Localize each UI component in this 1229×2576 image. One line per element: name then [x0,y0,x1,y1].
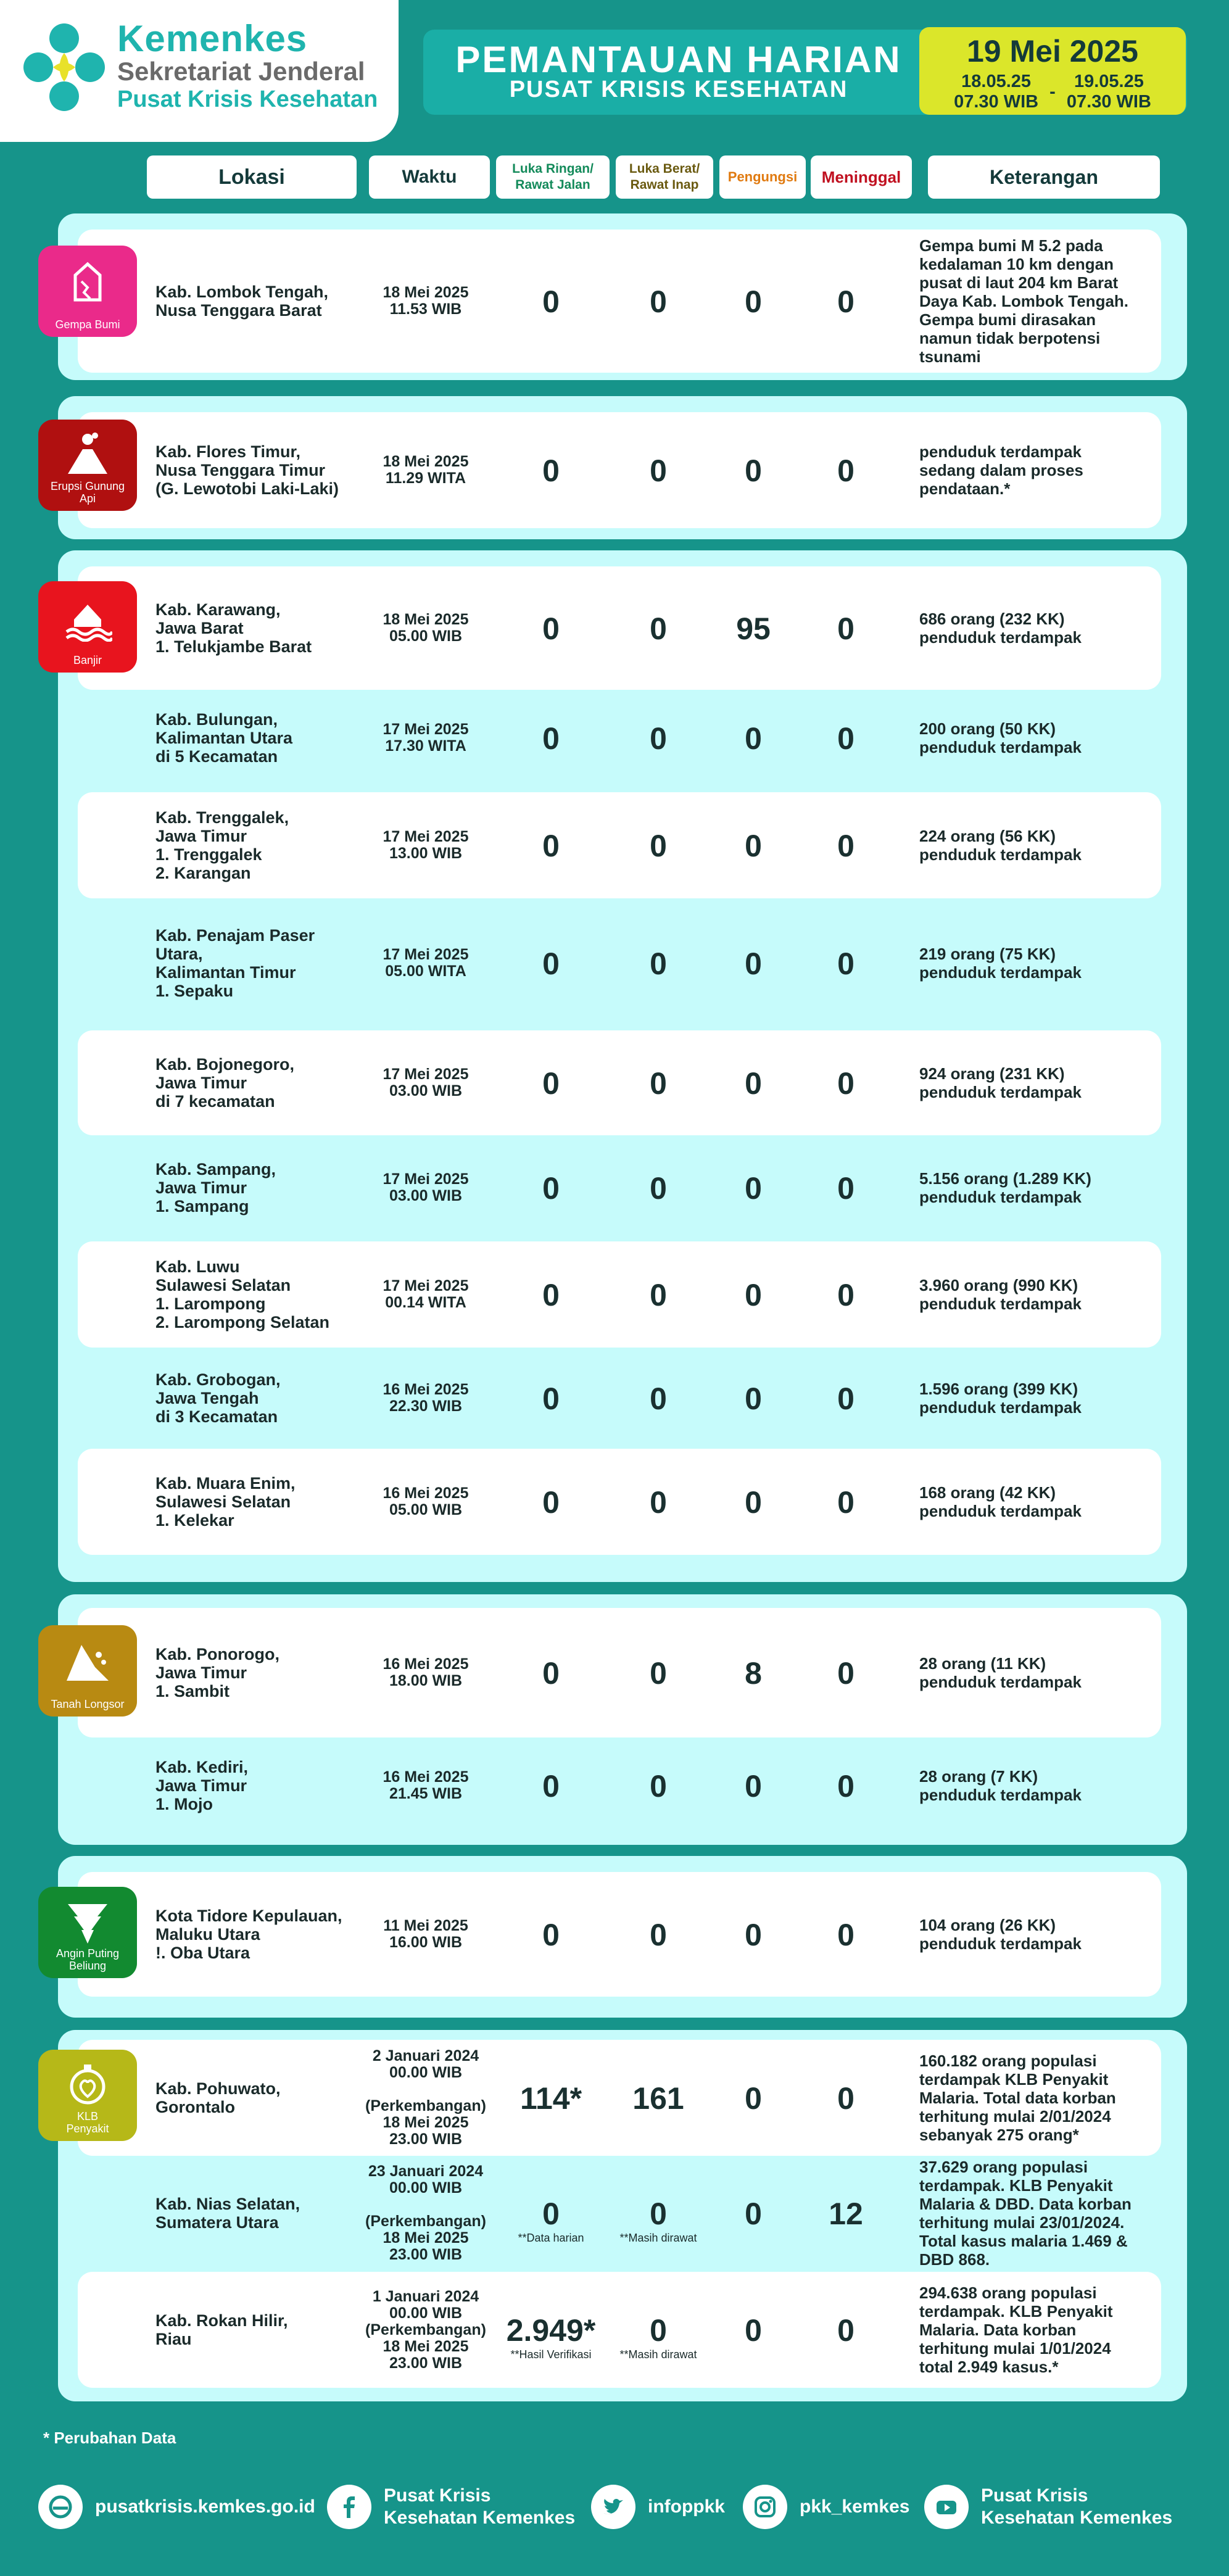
event-time: 16 Mei 2025 18.00 WIB [383,1655,469,1689]
event-location: Kab. Flores Timur, Nusa Tenggara Timur (G. Lewotobi Laki-Laki) [155,442,339,498]
death-count: 12 [829,2197,863,2231]
kemenkes-logo-icon [21,21,107,114]
col-lokasi: Lokasi [147,155,357,199]
event-time: 17 Mei 2025 05.00 WITA [383,946,469,980]
injured-light-count: 0 [542,1485,560,1520]
event-description: 168 orang (42 KK) penduduk terdampak [919,1483,1082,1520]
event-description: 5.156 orang (1.289 KK) penduduk terdampak [919,1169,1091,1206]
date-range [919,72,1186,112]
event-description: 104 orang (26 KK) penduduk terdampak [919,1916,1082,1953]
death-count: 0 [837,1381,855,1416]
event-location: Kota Tidore Kepulauan, Maluku Utara !. Oba Utara [155,1907,342,1962]
refugee-count: 0 [745,1381,762,1416]
injured-light-count: 0 [542,721,560,756]
refugee-count: 0 [745,1278,762,1312]
injured-heavy-count: 0 [650,2313,667,2348]
injured-light-count: 0 [542,611,560,646]
event-location: Kab. Bojonegoro, Jawa Timur di 7 kecamatan [155,1055,294,1111]
gempa-bumi-icon [38,246,137,337]
injured-light-count: 0 [542,1656,560,1691]
klb-label: KLB Penyakit [66,2110,109,2135]
refugee-count: 0 [745,2081,762,2116]
angin-label: Angin Puting Beliung [56,1947,120,1972]
injured-heavy-count: 0 [650,1381,667,1416]
death-count: 0 [837,721,855,756]
banjir-icon [38,581,137,673]
injured-light-count: 0 [542,1769,560,1804]
event-description: 924 orang (231 KK) penduduk terdampak [919,1064,1082,1101]
col-luka-ringan: Luka Ringan/ Rawat Jalan [496,155,610,199]
range-start: 18.05.25 07.30 WIB [954,72,1039,112]
event-description: 28 orang (7 KK) penduduk terdampak [919,1767,1082,1804]
refugee-count: 8 [745,1656,762,1691]
refugee-count: 95 [736,611,771,646]
injured-light-count: 0 [542,1278,560,1312]
injured-light-count: 0 [542,2197,560,2231]
death-count: 0 [837,284,855,319]
refugee-count: 0 [745,453,762,488]
footer-youtube[interactable] [924,2479,1172,2535]
refugee-count: 0 [745,2197,762,2231]
event-description: 3.960 orang (990 KK) penduduk terdampak [919,1276,1082,1313]
death-count: 0 [837,2313,855,2348]
col-keterangan: Keterangan [928,155,1160,199]
injured-heavy-count: 0 [650,2197,667,2231]
death-count: 0 [837,1769,855,1804]
refugee-count: 0 [745,1066,762,1101]
injured-heavy-count: 0 [650,453,667,488]
footer-website-text: pusatkrisis.kemkes.go.id [95,2496,315,2517]
event-time: 17 Mei 2025 03.00 WIB [383,1066,469,1100]
injured-light-count: 0 [542,1066,560,1101]
event-location: Kab. Penajam Paser Utara, Kalimantan Timur 1. Sepaku [155,926,315,1000]
injured-heavy-count: 0 [650,1485,667,1520]
footer-youtube-text: Pusat Krisis Kesehatan Kemenkes [981,2485,1173,2528]
tanah-longsor-label: Tanah Longsor [51,1698,125,1710]
event-description: 219 orang (75 KK) penduduk terdampak [919,945,1082,982]
event-time: 17 Mei 2025 13.00 WIB [383,828,469,862]
footer-twitter-text: infoppkk [648,2496,725,2517]
klb-penyakit-icon [38,2050,137,2141]
brand-subtitle: Sekretariat Jenderal [117,57,365,86]
event-time: 18 Mei 2025 05.00 WIB [383,611,469,645]
death-count: 0 [837,1278,855,1312]
death-count: 0 [837,1656,855,1691]
event-time: 1 Januari 2024 00.00 WIB (Perkembangan) 18 Mei 2025 23.00 WIB [365,2287,486,2372]
event-description: 224 orang (56 KK) penduduk terdampak [919,827,1082,864]
death-count: 0 [837,1918,855,1952]
angin-puting-beliung-icon [38,1887,137,1978]
event-description: 28 orang (11 KK) penduduk terdampak [919,1654,1082,1691]
event-description: 37.629 orang populasi terdampak. KLB Penyakit Malaria & DBD. Data korban terhitung mulai 23/01/2024. Total kasus malaria 1.469 & DBD 868. [919,2158,1132,2269]
injured-light-count: 0 [542,453,560,488]
light-count-note: **Hasil Verifikasi [510,2348,592,2361]
injured-heavy-count: 0 [650,721,667,756]
event-location: Kab. Sampang, Jawa Timur 1. Sampang [155,1160,276,1216]
event-location: Kab. Pohuwato, Gorontalo [155,2079,281,2116]
event-location: Kab. Trenggalek, Jawa Timur 1. Trenggalek 2. Karangan [155,808,289,882]
event-description: penduduk terdampak sedang dalam proses pendataan.* [919,442,1083,498]
death-count: 0 [837,2081,855,2116]
injured-light-count: 0 [542,1918,560,1952]
web-icon [38,2485,83,2529]
footnote: * Perubahan Data [43,2429,176,2447]
event-description: 200 orang (50 KK) penduduk terdampak [919,719,1082,756]
injured-heavy-count: 0 [650,284,667,319]
page-title: PEMANTAUAN HARIAN [455,39,902,80]
death-count: 0 [837,1066,855,1101]
event-description: 294.638 orang populasi terdampak. KLB Penyakit Malaria. Data korban terhitung mulai 1/01/2024 total 2.949 kasus.* [919,2284,1113,2376]
refugee-count: 0 [745,284,762,319]
youtube-icon [924,2485,969,2529]
event-time: 18 Mei 2025 11.53 WIB [383,284,469,318]
event-description: 1.596 orang (399 KK) penduduk terdampak [919,1380,1082,1417]
col-luka-berat: Luka Berat/ Rawat Inap [616,155,713,199]
col-pengungsi: Pengungsi [719,155,806,199]
injured-heavy-count: 0 [650,1769,667,1804]
col-waktu: Waktu [369,155,490,199]
injured-light-count: 0 [542,1171,560,1206]
event-location: Kab. Ponorogo, Jawa Timur 1. Sambit [155,1645,279,1700]
refugee-count: 0 [745,1485,762,1520]
death-count: 0 [837,1171,855,1206]
col-meninggal: Meninggal [811,155,912,199]
event-description: 160.182 orang populasi terdampak KLB Penyakit Malaria. Total data korban terhitung mulai 2/01/2024 sebanyak 275 orang* [919,2052,1116,2144]
event-location: Kab. Grobogan, Jawa Tengah di 3 Kecamatan [155,1370,281,1426]
event-time: 11 Mei 2025 16.00 WIB [383,1917,468,1951]
injured-heavy-count: 0 [650,1918,667,1952]
event-location: Kab. Rokan Hilir, Riau [155,2311,288,2348]
injured-light-count: 0 [542,829,560,863]
range-end: 19.05.25 07.30 WIB [1066,72,1151,112]
injured-heavy-count: 0 [650,946,667,981]
brand-title: Kemenkes [117,18,308,59]
injured-heavy-count: 161 [632,2081,684,2116]
refugee-count: 0 [745,1171,762,1206]
death-count: 0 [837,1485,855,1520]
event-location: Kab. Muara Enim, Sulawesi Selatan 1. Kelekar [155,1474,296,1530]
heavy-count-note: **Masih dirawat [619,2348,697,2361]
event-time: 16 Mei 2025 21.45 WIB [383,1768,469,1802]
event-time: 23 Januari 2024 00.00 WIB (Perkembangan) 18 Mei 2025 23.00 WIB [365,2163,486,2263]
event-location: Kab. Kediri, Jawa Timur 1. Mojo [155,1758,249,1813]
logo-panel [0,0,399,142]
event-time: 16 Mei 2025 22.30 WIB [383,1381,469,1415]
event-location: Kab. Lombok Tengah, Nusa Tenggara Barat [155,283,329,320]
footer-instagram[interactable] [743,2479,909,2535]
event-description: Gempa bumi M 5.2 pada kedalaman 10 km dengan pusat di laut 204 km Barat Daya Kab. Lombok Tengah. Gempa bumi dirasakan namun tidak berpotensi tsunami [919,236,1129,366]
footer-twitter[interactable] [591,2479,725,2535]
light-count-note: **Data harian [518,2232,584,2244]
brand-unit: Pusat Krisis Kesehatan [117,86,378,112]
event-description: 686 orang (232 KK) penduduk terdampak [919,610,1082,647]
banjir-label: Banjir [73,654,102,666]
death-count: 0 [837,829,855,863]
injured-heavy-count: 0 [650,611,667,646]
death-count: 0 [837,453,855,488]
event-time: 17 Mei 2025 03.00 WIB [383,1170,469,1204]
injured-heavy-count: 0 [650,829,667,863]
date-badge [919,27,1186,115]
event-time: 18 Mei 2025 11.29 WITA [383,453,469,487]
footer-website[interactable] [38,2479,315,2535]
event-location: Kab. Karawang, Jawa Barat 1. Telukjambe Barat [155,600,312,656]
death-count: 0 [837,946,855,981]
event-location: Kab. Bulungan, Kalimantan Utara di 5 Kecamatan [155,710,293,766]
refugee-count: 0 [745,829,762,863]
gempa-bumi-label: Gempa Bumi [55,318,120,331]
event-time: 16 Mei 2025 05.00 WIB [383,1485,469,1518]
range-separator: - [1049,81,1056,102]
event-time: 17 Mei 2025 17.30 WITA [383,721,469,755]
erupsi-label: Erupsi Gunung Api [50,480,125,505]
injured-light-count: 0 [542,284,560,319]
event-time: 2 Januari 2024 00.00 WIB (Perkembangan) 18 Mei 2025 23.00 WIB [365,2047,486,2148]
event-time: 17 Mei 2025 00.14 WITA [383,1277,469,1311]
refugee-count: 0 [745,721,762,756]
report-date: 19 Mei 2025 [967,34,1138,68]
refugee-count: 0 [745,2313,762,2348]
instagram-icon [743,2485,787,2529]
injured-heavy-count: 0 [650,1066,667,1101]
refugee-count: 0 [745,1769,762,1804]
event-location: Kab. Luwu Sulawesi Selatan 1. Larompong 2. Larompong Selatan [155,1257,330,1331]
injured-light-count: 2.949* [506,2313,596,2348]
footer-facebook[interactable] [327,2479,575,2535]
refugee-count: 0 [745,946,762,981]
event-location: Kab. Nias Selatan, Sumatera Utara [155,2195,300,2232]
facebook-icon [327,2485,371,2529]
footer-instagram-text: pkk_kemkes [800,2496,910,2517]
injured-heavy-count: 0 [650,1171,667,1206]
death-count: 0 [837,611,855,646]
injured-heavy-count: 0 [650,1278,667,1312]
injured-light-count: 0 [542,946,560,981]
refugee-count: 0 [745,1918,762,1952]
page-subtitle: PUSAT KRISIS KESEHATAN [509,77,848,102]
heavy-count-note: **Masih dirawat [619,2232,697,2244]
injured-light-count: 114* [519,2081,582,2116]
twitter-icon [591,2485,635,2529]
erupsi-gunung-api-icon [38,420,137,511]
footer-facebook-text: Pusat Krisis Kesehatan Kemenkes [384,2485,576,2528]
tanah-longsor-icon [38,1625,137,1717]
injured-light-count: 0 [542,1381,560,1416]
injured-heavy-count: 0 [650,1656,667,1691]
